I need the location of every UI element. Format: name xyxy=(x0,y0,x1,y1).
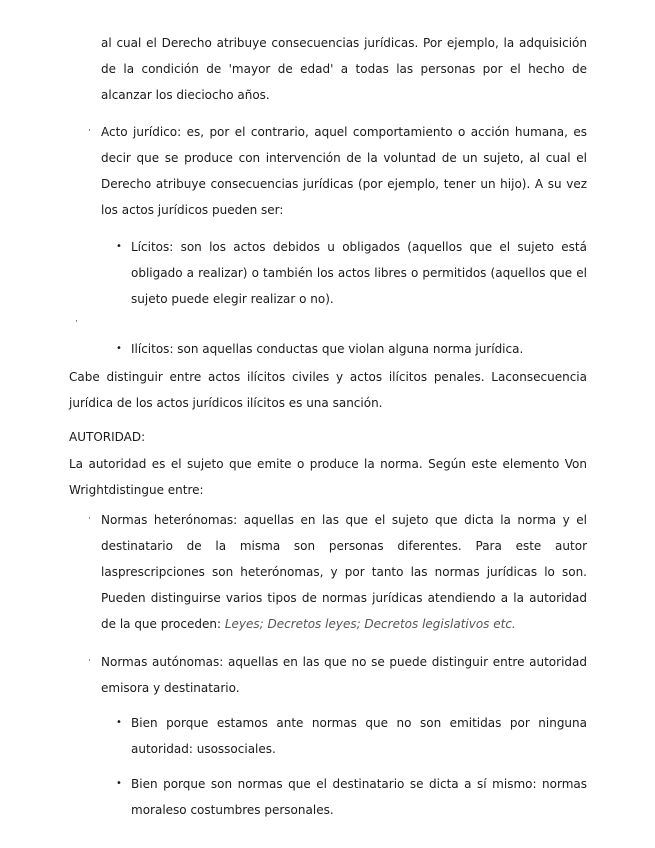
bullet-heteronomas: · xyxy=(88,514,91,524)
list-item-normas-heteronomas xyxy=(101,507,587,637)
bullet-autonomas: · xyxy=(88,656,91,666)
paragraph-cabe-distinguir: Cabe distinguir entre actos ilícitos civiles y actos ilícitos penales. Laconsecuencia jurídica de los actos jurídicos ilícitos es una sanción. xyxy=(69,370,587,410)
list-item-normas-autonomas: Normas autónomas: aquellas en las que no se puede distinguir entre autoridad emisora y destinatario. xyxy=(101,655,587,695)
bullet-bien-1: • xyxy=(116,717,122,728)
sub-item-bien-1: Bien porque estamos ante normas que no son emitidas por ninguna autoridad: usossociales. xyxy=(131,716,587,756)
heading-autoridad: AUTORIDAD: xyxy=(69,430,146,444)
sub-item-licitos: Lícitos: son los actos debidos u obligados (aquellos que el sujeto está obligado a realizar) o también los actos libres o permitidos (aquellos que el sujeto puede elegir realizar o no). xyxy=(131,240,587,306)
sub-item-ilicitos: Ilícitos: son aquellas conductas que violan alguna norma jurídica. xyxy=(131,342,524,356)
bullet-licitos: • xyxy=(116,241,122,252)
bullet-ilicitos: • xyxy=(116,343,122,354)
heteronomas-examples: Leyes; Decretos leyes; Decretos legislativos etc. xyxy=(224,617,516,631)
bullet-bien-2: • xyxy=(116,778,122,789)
heteronomas-text: Normas heterónomas: aquellas en las que el sujeto que dicta la norma y el destinatario de la misma son personas diferentes. Para este autor lasprescripciones son heterónomas, y por tanto las normas jurídicas lo son. Pueden distinguirse varios tipos de normas jurídicas atendiendo a la autoridad de la que proceden: xyxy=(101,513,587,631)
paragraph-intro-continuation: al cual el Derecho atribuye consecuencias jurídicas. Por ejemplo, la adquisición de la condición de 'mayor de edad' a todas las personas por el hecho de alcanzar los dieciocho años. xyxy=(101,36,587,102)
bullet-acto-juridico: · xyxy=(88,126,91,136)
list-item-acto-juridico: Acto jurídico: es, por el contrario, aquel comportamiento o acción humana, es decir que se produce con intervención de la voluntad de un sujeto, al cual el Derecho atribuye consecuencias jurídicas (por ejemplo, tener un hijo). A su vez los actos jurídicos pueden ser: xyxy=(101,125,587,217)
paragraph-autoridad: La autoridad es el sujeto que emite o produce la norma. Según este elemento Von Wrightdistingue entre: xyxy=(69,457,587,497)
stray-mark: · xyxy=(75,317,78,327)
sub-item-bien-2: Bien porque son normas que el destinatario se dicta a sí mismo: normas moraleso costumbres personales. xyxy=(131,777,587,817)
